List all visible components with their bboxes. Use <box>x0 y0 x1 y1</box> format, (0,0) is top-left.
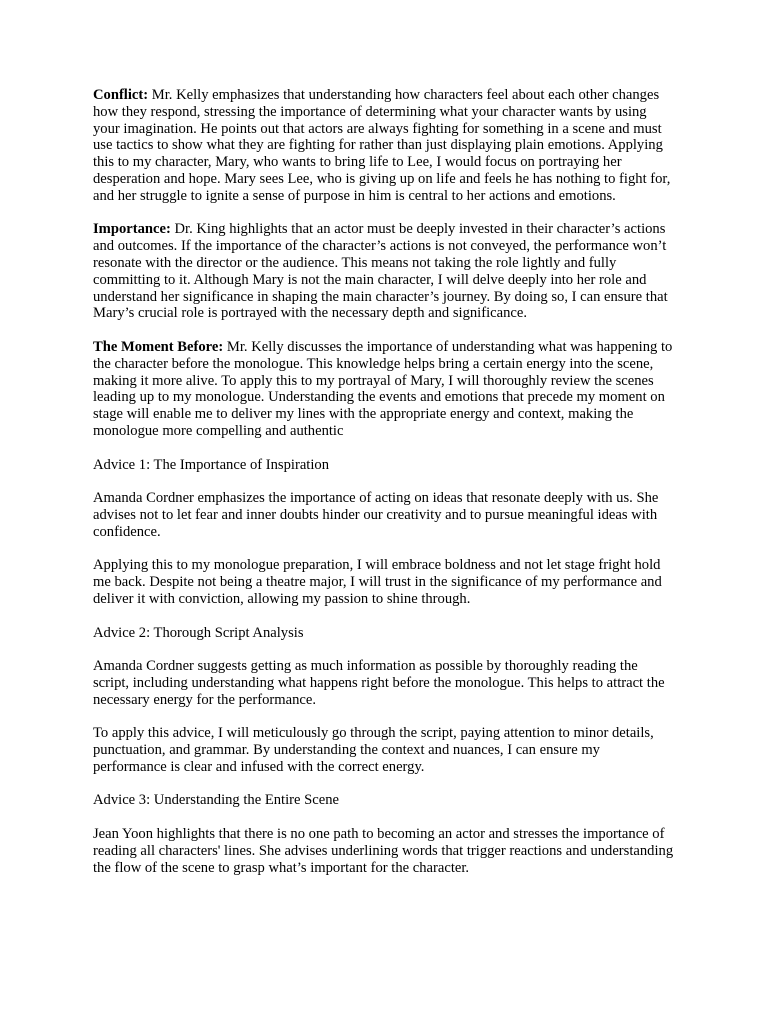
advice-3-title: Advice 3: Understanding the Entire Scene <box>93 792 339 809</box>
section-heading: Importance: <box>93 221 171 238</box>
advice-1-summary: Amanda Cordner emphasizes the importance of acting on ideas that resonate deeply with us. She advises not to let fear and inner doubts hinder our creativity and to pursue meaningful ideas with confidence. <box>93 490 659 540</box>
advice-1-title: Advice 1: The Importance of Inspiration <box>93 456 329 473</box>
section-body: Mr. Kelly discusses the importance of understanding what was happening to the character before the monologue. This knowledge helps bring a certain energy into the scene, making it more alive. To apply this to my portrayal of Mary, I will thoroughly review the scenes leading up to my monologue. Understanding the events and emotions that precede my moment on stage will enable me to deliver my lines with the appropriate energy and context, making the monologue more compelling and authentic <box>93 338 673 439</box>
section-heading: The Moment Before: <box>93 338 224 355</box>
advice-2-title: Advice 2: Thorough Script Analysis <box>93 624 304 641</box>
section-conflict <box>93 87 675 205</box>
advice-3-summary: Jean Yoon highlights that there is no one path to becoming an actor and stresses the importance of reading all characters' lines. She advises underlining words that trigger reactions and understanding the flow of the scene to grasp what’s important for the character. <box>93 826 674 876</box>
document-page <box>93 87 675 893</box>
section-moment-before <box>93 339 675 440</box>
advice-2-application: To apply this advice, I will meticulously go through the script, paying attention to minor details, punctuation, and grammar. By understanding the context and nuances, I can ensure my performance is clear and infused with the correct energy. <box>93 725 654 775</box>
section-heading: Conflict: <box>93 87 149 103</box>
section-body: Dr. King highlights that an actor must be deeply invested in their character’s actions and outcomes. If the importance of the character’s actions is not conveyed, the performance won’t resonate with the director or the audience. This means not taking the role lightly and fully committing to it. Although Mary is not the main character, I will delve deeply into her role and understand her significance in shaping the main character’s journey. By doing so, I can ensure that Mary’s crucial role is portrayed with the necessary depth and significance. <box>93 221 668 322</box>
section-importance <box>93 221 675 322</box>
advice-2-summary: Amanda Cordner suggests getting as much information as possible by thoroughly reading the script, including understanding what happens right before the monologue. This helps to attract the necessary energy for the performance. <box>93 658 665 708</box>
section-body: Mr. Kelly emphasizes that understanding how characters feel about each other changes how they respond, stressing the importance of determining what your character wants by using your imagination. He points out that actors are always fighting for something in a scene and must use tactics to show what they are fighting for rather than just displaying plain emotions. Applying this to my character, Mary, who wants to bring life to Lee, I would focus on portraying her desperation and hope. Mary sees Lee, who is giving up on life and feels he has nothing to fight for, and her struggle to ignite a sense of purpose in him is central to her actions and emotions. <box>93 87 671 204</box>
advice-1-application: Applying this to my monologue preparation, I will embrace boldness and not let stage fright hold me back. Despite not being a theatre major, I will trust in the significance of my performance and deliver it with conviction, allowing my passion to shine through. <box>93 557 662 607</box>
